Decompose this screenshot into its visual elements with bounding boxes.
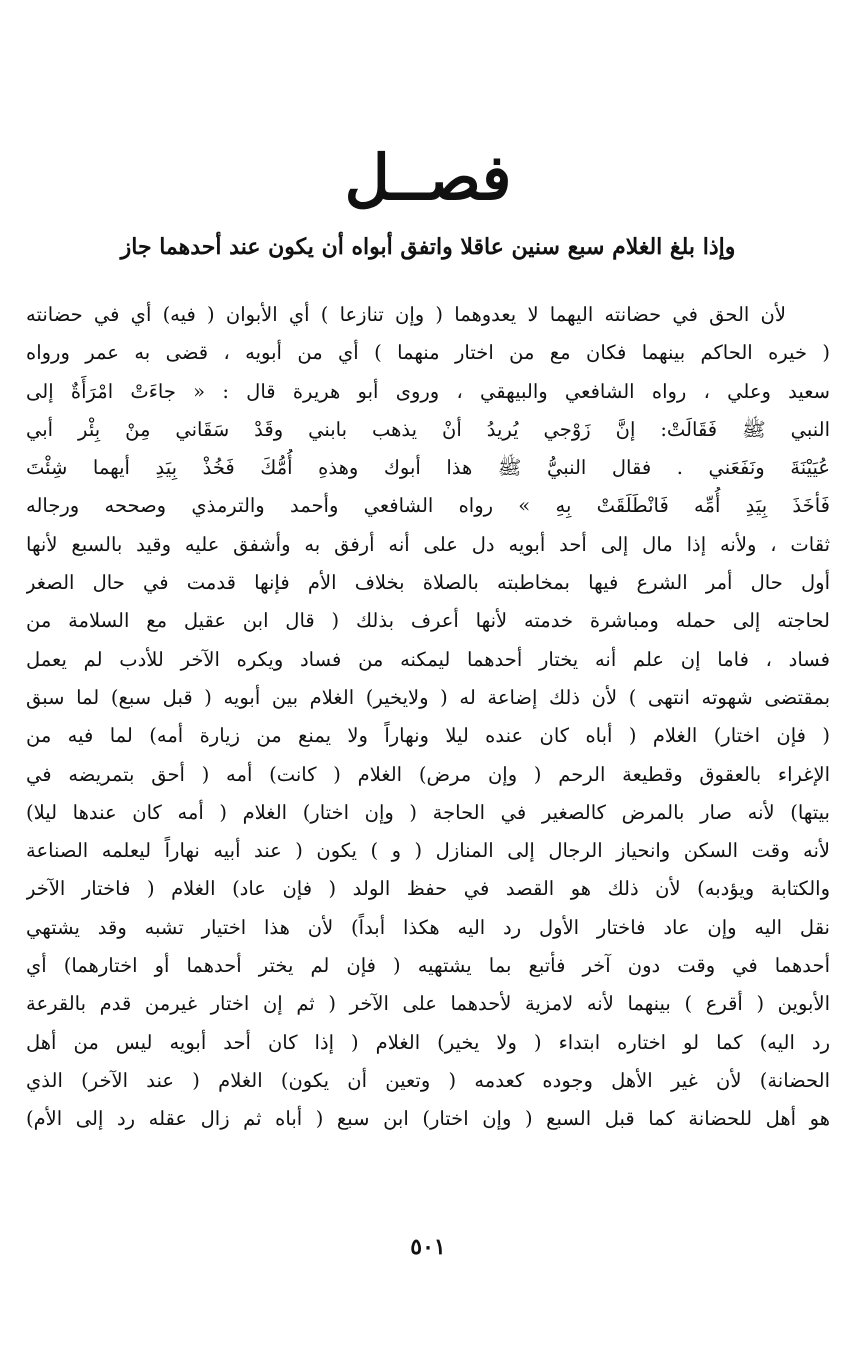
text-line: عُيَيْنَةَ ونَفَعَني . فقال النبيُّ ﷺ هذا أبوك وهذهِ أُمُّكَ فَخُذْ بِيَدِ أيهما شِئْتَ — [26, 456, 830, 480]
text-line: رد اليه) كما لو اختاره ابتداء ( ولا يخير) الغلام ( إذا كان أحد أبويه ليس من أهل — [26, 1030, 830, 1054]
text-line: الحضانة) لأن غير الأهل وجوده كعدمه ( وتعين أن يكون) الغلام ( عند الآخر) الذي — [26, 1068, 830, 1092]
text-line: ( خيره الحاكم بينهما فكان مع من اختار منهما ) أي من أبويه ، قضى به عمر ورواه — [26, 341, 830, 365]
section-heading: فصــل — [344, 141, 512, 214]
text-line: النبي ﷺ فَقَالَتْ: إنَّ زَوْجي يُريدُ أنْ يذهب بابني وقَدْ سَقَاني مِنْ بِئْر أبي — [26, 417, 830, 441]
text-line: أول حال أمر الشرع فيها بمخاطبته بالصلاة بخلاف الأم فإنها قدمت في حال الصغر — [26, 571, 830, 595]
text-line: بمقتضى شهوته انتهى ) لأن ذلك إضاعة له ( ولايخير) الغلام بين أبويه ( قبل سبع) لما سبق — [26, 685, 830, 709]
text-line: فساد ، فاما إن علم أنه يختار أحدهما ليمكنه من فساد ويكره الآخر للأدب لم يعمل — [26, 647, 830, 671]
text-line: لأنه وقت السكن وانحياز الرجال إلى المنازل ( و ) يكون ( عند أبيه نهاراً ليعلمه الصناعة — [26, 839, 830, 863]
text-line: فَأخَذَ بِيَدِ أُمِّه فَانْطَلَقَتْ بِهِ » رواه الشافعي وأحمد والترمذي وصححه ورجاله — [26, 494, 830, 518]
text-line: بيتها) لأنه صار بالمرض كالصغير في الحاجة ( وإن اختار) الغلام ( أمه كان عندها ليلا) — [26, 800, 830, 824]
text-line: ( فإن اختار) الغلام ( أباه كان عنده ليلا ونهاراً ولا يمنع من زيارة أمه) لما فيه من — [26, 724, 830, 748]
text-line: أحدهما في وقت دون آخر فأتبع بما يشتهيه ( فإن لم يختر أحدهما أو اختارهما) أي — [26, 954, 830, 978]
text-line: نقل اليه وإن عاد فاختار الأول رد اليه هكذا أبداً) لأن هذا اختيار تشبه وقد يشتهي — [26, 915, 830, 939]
text-line: والكتابة ويؤدبه) لأن ذلك هو القصد في حفظ الولد ( فإن عاد) الغلام ( فاختار الآخر — [26, 877, 830, 901]
text-line: الأبوين ( أقرع ) بينهما لأنه لامزية لأحدهما على الآخر ( ثم إن اختار غيرمن قدم بالقرعة — [26, 992, 830, 1016]
text-line: ثقات ، ولأنه إذا مال إلى أحد أبويه دل على أنه أرفق به وأشفق عليه وقيد بالسبع لأنها — [26, 532, 830, 556]
body-text — [26, 296, 830, 1139]
text-line: هو أهل للحضانة كما قبل السبع ( وإن اختار) ابن سبع ( أباه ثم زال عقله رد إلى الأم) — [26, 1107, 830, 1131]
text-line: سعيد وعلي ، رواه الشافعي والبيهقي ، وروى أبو هريرة قال : « جاءَتْ امْرَأَةٌ إلى — [26, 379, 830, 403]
section-subheading: وإذا بلغ الغلام سبع سنين عاقلا واتفق أبواه أن يكون عند أحدهما جاز — [120, 234, 736, 260]
text-line: الإغراء بالعقوق وقطيعة الرحم ( وإن مرض) الغلام ( كانت) أمه ( أحق بتمريضه في — [26, 762, 830, 786]
text-line: لحاجته إلى حمله ومباشرة خدمته لأنها أعرف بذلك ( قال ابن عقيل مع السلامة من — [26, 609, 830, 633]
page-number: ٥٠١ — [410, 1234, 446, 1260]
text-line: لأن الحق في حضانته اليهما لا يعدوهما ( وإن تنازعا ) أي الأبوان ( فيه) أي في حضانته — [26, 303, 786, 326]
